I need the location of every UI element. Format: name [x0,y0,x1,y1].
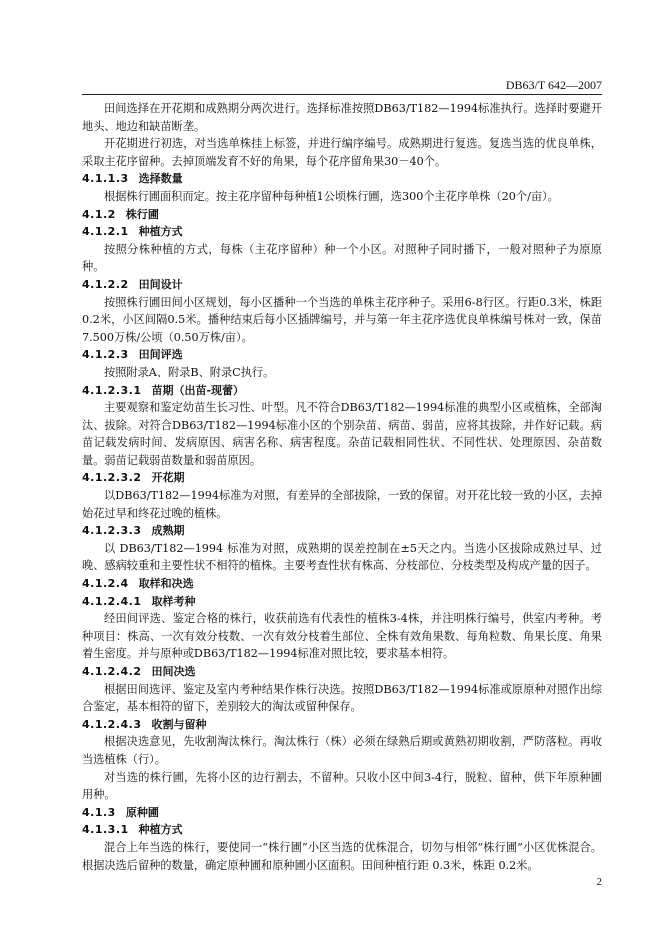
paragraph: 混合上年当选的株行，要使同一“株行圃”小区当选的优株混合，切勿与相邻“株行圃”小区优株混合。根据决选后留种的数量，确定原种圃和原种圃小区面积。田间种植行距 0.3米，株距 0.2米。 [82,840,602,872]
section-heading [82,593,602,611]
section-title: 苗期（出苗-现蕾） [151,383,245,397]
paragraph: 按照附录A、附录B、附录C执行。 [104,365,275,379]
section-heading [82,804,602,822]
paragraph: 根据决选意见，先收割淘汰株行。淘汰株行（株）必须在绿熟后期或黄熟初期收割，严防落粒。再收当选植株（行）。 [82,735,602,766]
header-divider [82,94,602,95]
paragraph: 对当选的株行圃，先将小区的边行割去，不留种。只收小区中间3-4行，脱粒、留种，供下年原种圃用种。 [82,770,602,802]
section-heading [82,821,602,839]
section-title: 取样和决选 [138,577,194,591]
section-number: 4.1.3.1 [82,823,129,837]
section-title: 株行圃 [125,207,159,221]
section-heading [82,170,602,188]
section-number: 4.1.2.3.1 [82,383,142,397]
section-number: 4.1.2.4.1 [82,594,142,608]
section-number: 4.1.2.3 [82,348,129,362]
section-title: 种植方式 [138,823,183,837]
section-title: 种植方式 [138,225,183,239]
section-title: 成熟期 [151,524,185,538]
section-number: 4.1.2.3.2 [82,471,142,485]
paragraph: 按照分株种植的方式，每株（主花序留种）种一个小区。对照种子同时播下，一般对照种子为原原种。 [82,242,602,274]
section-title: 田间设计 [138,277,183,291]
section-title: 取样考种 [151,594,196,608]
section-number: 4.1.2.4.2 [82,665,142,678]
section-heading [82,206,602,224]
paragraph: 主要观察和鉴定幼苗生长习性、叶型。凡不符合DB63/T182—1994标准的典型小区或植株，全部淘汰、拔除。对符合DB63/T182—1994标准小区的个别杂苗、病苗、弱苗，应将其拔除，并作好记载。病苗记载发病时间、发病原因、病害名称、病害程度。杂苗记载相同性状、不同性状、处理原因、杂苗数量。弱苗记载弱苗数量和弱苗原因。 [82,401,602,467]
paragraph: 按照株行圃田间小区规划，每小区播种一个当选的单株主花序种子。采用6-8行区。行距0.3米，株距0.2米，小区间隔0.5米。播种结束后每小区插牌编号，并与第一年主花序选优良单株编号株对一致，保苗7.500万株/公顷（0.50万株/亩）。 [82,295,602,344]
section-number: 4.1.1.3 [82,172,129,186]
section-number: 4.1.3 [82,805,116,819]
section-heading [82,346,602,364]
section-heading [82,223,602,241]
paragraph: 经田间评选、鉴定合格的株行，收获前选有代表性的植株3-4株，并注明株行编号，供室内考种。考种项目：株高、一次有效分枝数、一次有效分枝着生部位、全株有效角果数、每角粒数、角果长度、角果着生密度。并与原种或DB63/T182—1994标准对照比较，要求基本相符。 [82,612,602,661]
section-heading [82,382,602,400]
paragraph: 根据田间选评、鉴定及室内考种结果作株行决选。按照DB63/T182—1994标准或原原种对照作出综合鉴定，基本相符的留下，差别较大的淘汰或留种保存。 [82,682,602,714]
paragraph: 根据株行圃面积而定。按主花序留种每种植1公顷株行圃，选300个主花序单株（20个/亩）。 [104,189,559,203]
section-title: 选择数量 [138,172,183,186]
section-number: 4.1.2 [82,207,116,221]
standard-code: DB63/T 642—2007 [505,78,602,92]
paragraph: 开花期进行初选，对当选单株挂上标签，并进行编序编号。成熟期进行复选。复选当选的优良单株，采取主花序留种。去掉顶端发育不好的角果，每个花序留角果30－40个。 [82,137,602,168]
paragraph: 田间选择在开花期和成熟期分两次进行。选择标准按照DB63/T182—1994标准执行。选择时要避开地头、地边和缺苗断垄。 [82,102,602,133]
section-title: 田间评选 [138,348,183,362]
section-number: 4.1.2.3.3 [82,524,142,538]
paragraph: 以 DB63/T182—1994 标准为对照，成熟期的误差控制在±5天之内。当选小区拔除成熟过早、过晚、感病较重和主要性状不相符的植株。主要考查性状有株高、分枝部位、分枝类型及构成产量的因子。 [82,541,602,573]
section-heading [82,575,602,593]
paragraph: 以DB63/T182—1994标准为对照，有差异的全部拔除，一致的保留。对开花比较一致的小区，去掉始花过早和终花过晚的植株。 [82,489,602,520]
section-heading [82,663,602,681]
section-title: 原种圃 [125,805,159,819]
section-heading [82,716,602,734]
document-body [82,100,602,874]
section-title: 开花期 [151,471,185,485]
section-heading [82,469,602,487]
section-number: 4.1.2.2 [82,277,129,291]
section-number: 4.1.2.1 [82,225,129,239]
section-title: 田间决选 [151,665,196,678]
section-number: 4.1.2.4 [82,577,129,591]
section-number: 4.1.2.4.3 [82,717,142,731]
section-heading [82,276,602,294]
section-title: 收割与留种 [151,717,207,731]
section-heading [82,522,602,540]
page-number: 2 [596,876,602,888]
